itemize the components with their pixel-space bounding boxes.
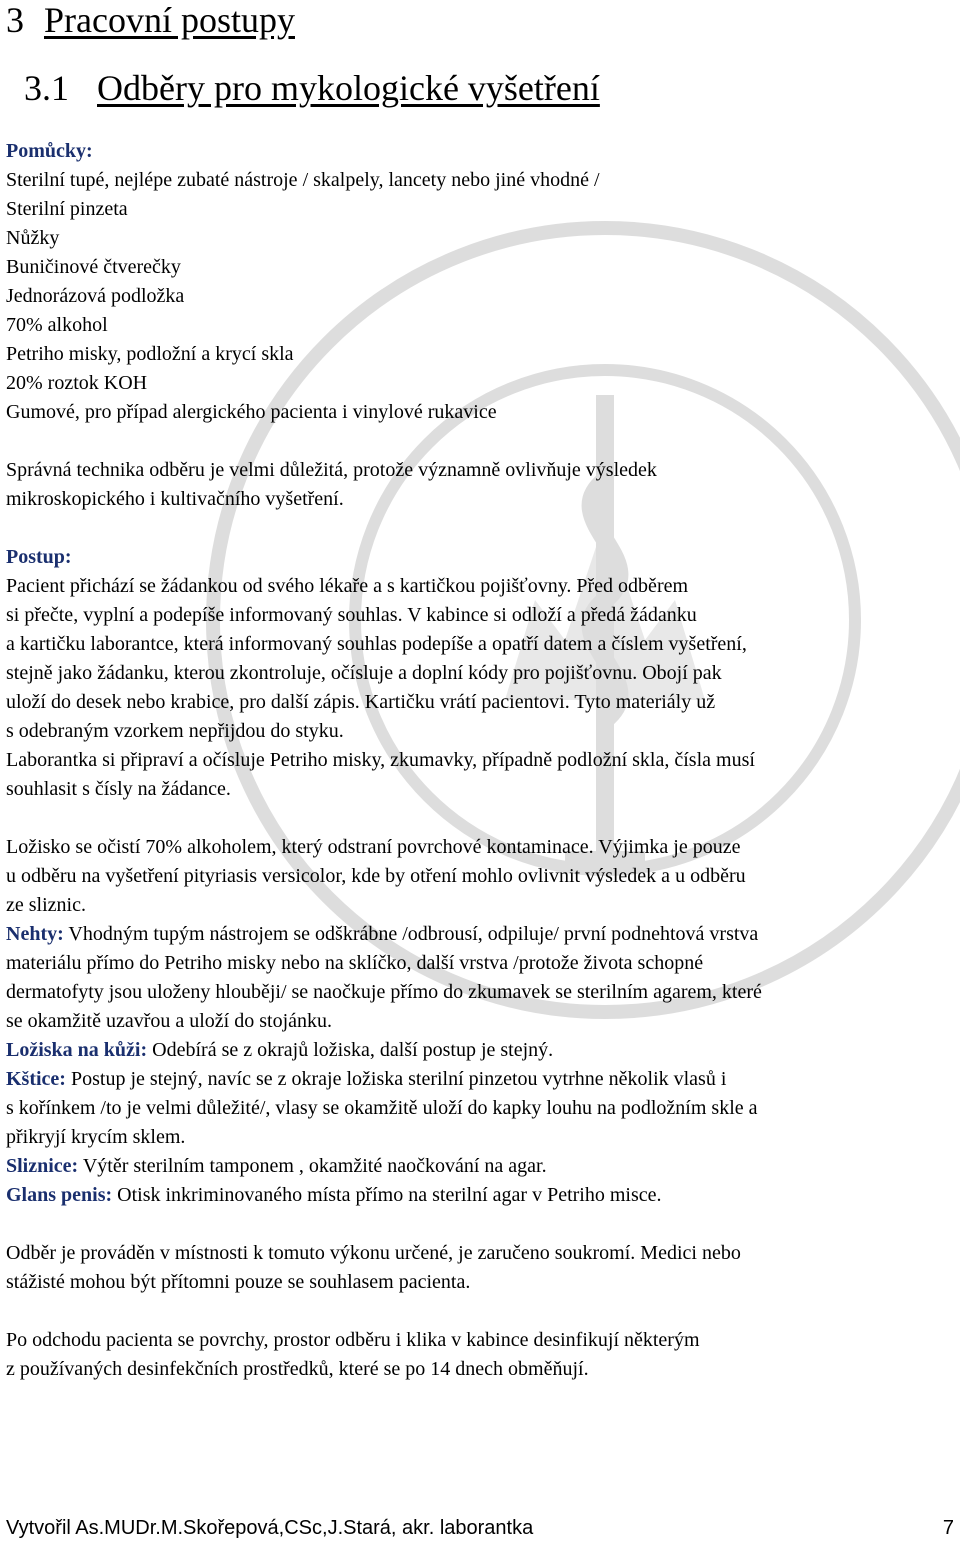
kstice-label: Kštice: <box>6 1068 66 1090</box>
postup-label: Postup: <box>6 546 72 568</box>
privacy-line: stážisté mohou být přítomni pouze se souhlasem pacienta. <box>6 1271 471 1293</box>
pomucky-label: Pomůcky: <box>6 140 93 162</box>
kstice-line: přikryjí krycím sklem. <box>6 1126 186 1148</box>
postup-line: Laborantka si připraví a očísluje Petriho misky, zkumavky, případně podložní skla, čísla musí <box>6 749 755 771</box>
sliznice-label: Sliznice: <box>6 1155 79 1177</box>
postup-line: stejně jako žádanku, kterou zkontroluje, očísluje a doplní kódy pro pojišťovnu. Obojí pak <box>6 662 722 684</box>
kuze-label: Ložiska na kůži: <box>6 1039 148 1061</box>
kstice-text: Postup je stejný, navíc se z okraje ložiska sterilní pinzetou vytrhne několik vlasů i <box>65 1068 727 1090</box>
pomucky-item: Sterilní tupé, nejlépe zubaté nástroje / skalpely, lancety nebo jiné vhodné / <box>6 169 600 191</box>
technique-line: Správná technika odběru je velmi důležitá, protože významně ovlivňuje výsledek <box>6 459 657 481</box>
chapter-title: Pracovní postupy <box>44 0 295 40</box>
section-title: Odběry pro mykologické vyšetření <box>97 68 600 108</box>
cleaning-line: ze sliznic. <box>6 894 86 916</box>
nehty-paragraph <box>6 920 958 949</box>
postup-line: uloží do desek nebo krabice, pro další zápis. Kartičku vrátí pacientovi. Tyto materiály už <box>6 691 716 713</box>
kstice-paragraph <box>6 1065 958 1094</box>
section-number: 3.1 <box>24 68 69 108</box>
privacy-line: Odběr je prováděn v místnosti k tomuto výkonu určené, je zaručeno soukromí. Medici nebo <box>6 1242 741 1264</box>
nehty-line: dermatofyty jsou uloženy hlouběji/ se naočkuje přímo do zkumavek se sterilním agarem, které <box>6 981 762 1003</box>
pomucky-item: Sterilní pinzeta <box>6 198 128 220</box>
nehty-text: Vhodným tupým nástrojem se odškrábne /odbrousí, odpiluje/ první podnehtová vrstva <box>63 923 759 945</box>
postup-line: souhlasit s čísly na žádance. <box>6 778 231 800</box>
section-heading <box>24 68 600 108</box>
sliznice-text: Výtěr sterilním tamponem , okamžité naočkování na agar. <box>78 1155 547 1177</box>
page-footer <box>6 1514 958 1543</box>
disinfection-line: z používaných desinfekčních prostředků, které se po 14 dnech obměňují. <box>6 1358 589 1380</box>
page-number: 7 <box>942 1517 954 1539</box>
pomucky-item: Buničinové čtverečky <box>6 256 181 278</box>
kstice-line: s kořínkem /to je velmi důležité/, vlasy se okamžitě uloží do kapky louhu na podložním skle a <box>6 1097 758 1119</box>
pomucky-item: Gumové, pro případ alergického pacienta i vinylové rukavice <box>6 401 497 423</box>
glans-text: Otisk inkriminovaného místa přímo na sterilní agar v Petriho misce. <box>112 1184 662 1206</box>
glans-label: Glans penis: <box>6 1184 113 1206</box>
pomucky-item: Nůžky <box>6 227 60 249</box>
cleaning-line: Ložisko se očistí 70% alkoholem, který odstraní povrchové kontaminace. Výjimka je pouze <box>6 836 741 858</box>
nehty-label: Nehty: <box>6 923 64 945</box>
cleaning-line: u odběru na vyšetření pityriasis versicolor, kde by otření mohlo ovlivnit výsledek a u odběru <box>6 865 746 887</box>
postup-line: a kartičku laborantce, která informovaný souhlas podepíše a opatří datem a číslem vyšetření, <box>6 633 747 655</box>
kuze-paragraph <box>6 1036 958 1065</box>
nehty-line: materiálu přímo do Petriho misky nebo na sklíčko, další vrstva /protože života schopné <box>6 952 704 974</box>
technique-line: mikroskopického i kultivačního vyšetření. <box>6 488 344 510</box>
chapter-number: 3 <box>6 0 24 40</box>
postup-line: Pacient přichází se žádankou od svého lékaře a s kartičkou pojišťovny. Před odběrem <box>6 575 689 597</box>
pomucky-item: Petriho misky, podložní a krycí skla <box>6 343 294 365</box>
disinfection-line: Po odchodu pacienta se povrchy, prostor odběru i klika v kabince desinfikují některým <box>6 1329 700 1351</box>
postup-line: si přečte, vyplní a podepíše informovaný souhlas. V kabince si odloží a předá žádanku <box>6 604 697 626</box>
pomucky-item: 70% alkohol <box>6 314 108 336</box>
kuze-text: Odebírá se z okrajů ložiska, další postup je stejný. <box>147 1039 554 1061</box>
footer-author: Vytvořil As.MUDr.M.Skořepová,CSc,J.Stará, akr. laborantka <box>6 1517 534 1539</box>
document-body <box>6 137 958 1384</box>
sliznice-paragraph <box>6 1152 958 1181</box>
pomucky-item: Jednorázová podložka <box>6 285 185 307</box>
postup-line: s odebraným vzorkem nepřijdou do styku. <box>6 720 344 742</box>
nehty-line: se okamžitě uzavřou a uloží do stojánku. <box>6 1010 333 1032</box>
pomucky-item: 20% roztok KOH <box>6 372 148 394</box>
chapter-heading <box>6 0 295 40</box>
glans-paragraph <box>6 1181 958 1210</box>
